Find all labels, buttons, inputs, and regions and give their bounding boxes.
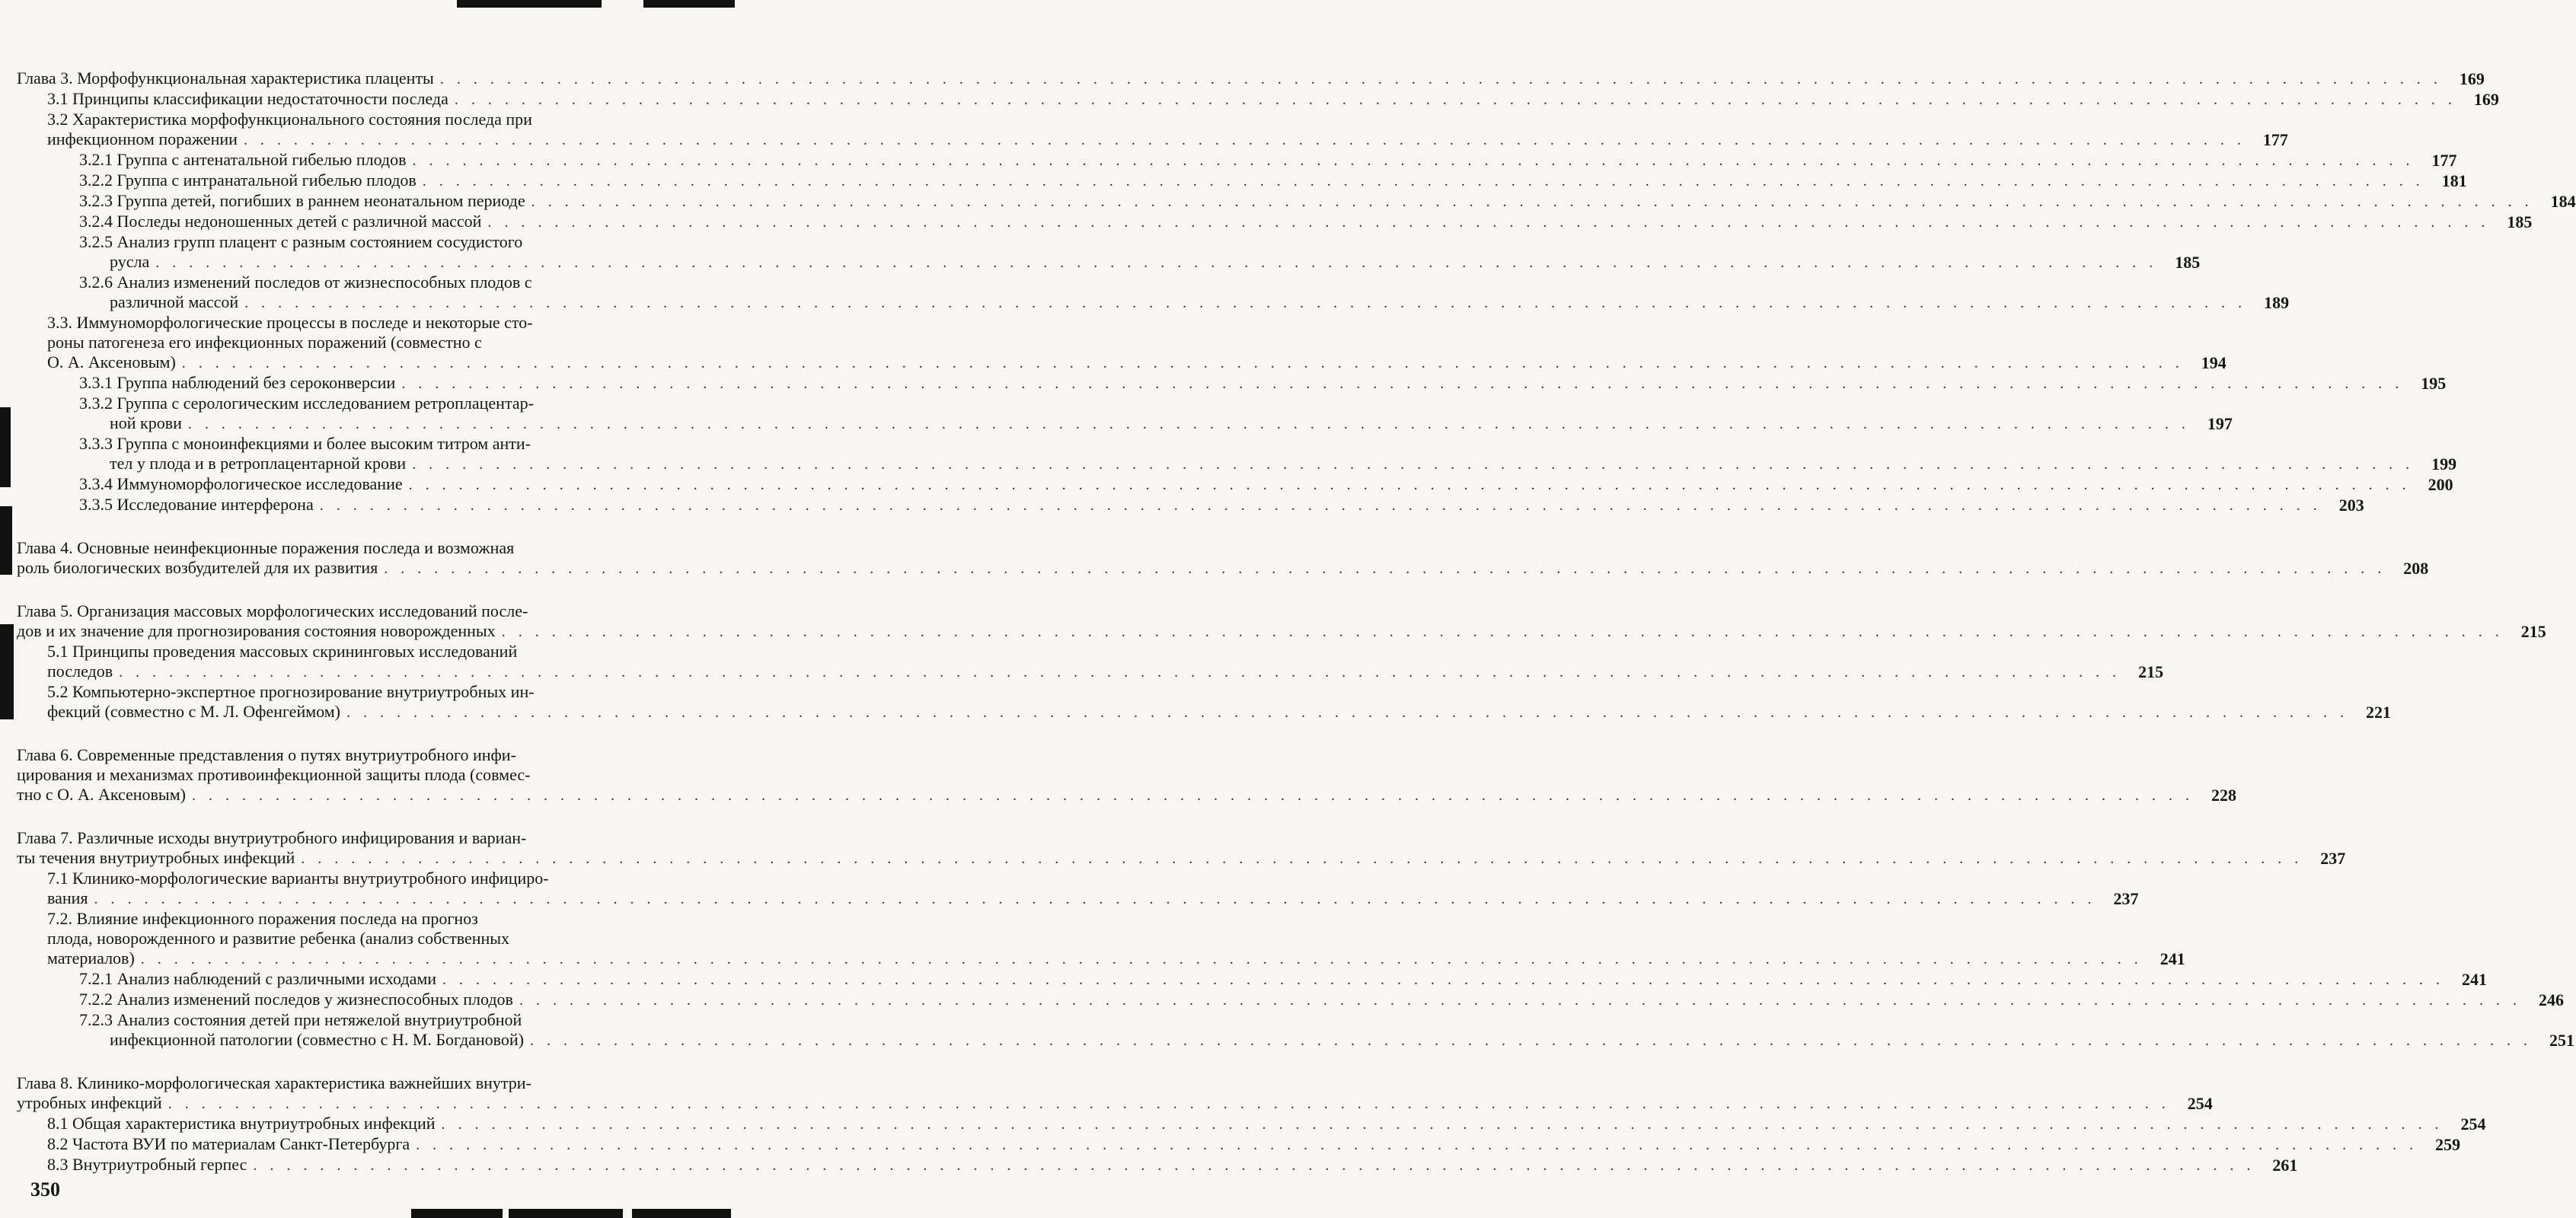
toc-entry-line: 8.2 Частота ВУИ по материалам Санкт-Петербурга bbox=[47, 1134, 410, 1153]
toc-entry bbox=[17, 538, 2429, 579]
toc-page-number: 189 bbox=[2264, 293, 2290, 312]
toc-entry bbox=[17, 909, 2185, 969]
toc-page-number: 254 bbox=[2187, 1094, 2213, 1113]
toc-entry-line: материалов) bbox=[47, 949, 135, 968]
toc-entry bbox=[17, 171, 2467, 191]
toc-entry-title bbox=[79, 273, 2246, 313]
toc-entry-line: 5.1 Принципы проведения массовых скрининговых исследований bbox=[47, 642, 518, 661]
toc-entry bbox=[17, 313, 2226, 373]
toc-page-number: 181 bbox=[2441, 171, 2467, 190]
toc-entry bbox=[17, 869, 2139, 909]
toc-entry bbox=[17, 212, 2533, 232]
toc-entry bbox=[17, 273, 2290, 313]
toc-page-number: 169 bbox=[2473, 90, 2499, 109]
toc-entry-line: дов и их значение для прогнозирования состояния новорожденных bbox=[17, 621, 496, 640]
dot-leader: . . . . . . . . . . . . . . . . . . . . . . . . . . . . . . . . . . . . . . . . . . . . . . . . . . . . . . . . . . . . . . . . . . . . . . . . . . . . . . . . . . . . . . . . . . . . . . . . . . . . . . . . . . . . . . . . . . . . . . . . bbox=[301, 850, 2303, 867]
toc-entry-line: 7.2.2 Анализ изменений последов у жизнеспособных плодов bbox=[79, 990, 513, 1009]
toc-page-number: 228 bbox=[2211, 786, 2236, 805]
toc-entry-title bbox=[17, 601, 2504, 642]
toc-entry-title bbox=[17, 69, 2442, 89]
toc-entry-line: инфекционной патологии (совместно с Н. М. Богдановой) bbox=[110, 1030, 525, 1049]
toc-entry bbox=[17, 150, 2457, 171]
toc-page-number: 169 bbox=[2459, 69, 2485, 88]
toc-page-number: 197 bbox=[2207, 414, 2233, 433]
toc-entry bbox=[17, 990, 2564, 1010]
dot-leader: . . . . . . . . . . . . . . . . . . . . . . . . . . . . . . . . . . . . . . . . . . . . . . . . . . . . . . . . . . . . . . . . . . . . . . . . . . . . . . . . . . . . . . . . . . . . . . . . . . . . . . . . . . . . . . . . . . . . . . . . bbox=[94, 891, 2096, 907]
toc-entry-line: 3.2.6 Анализ изменений последов от жизнеспособных плодов с bbox=[79, 273, 532, 292]
toc-entry-title bbox=[47, 682, 2348, 722]
toc-entry-line: 3.3.1 Группа наблюдений без сероконверсии bbox=[79, 373, 396, 392]
dot-leader: . . . . . . . . . . . . . . . . . . . . . . . . . . . . . . . . . . . . . . . . . . . . . . . . . . . . . . . . . . . . . . . . . . . . . . . . . . . . . . . . . . . . . . . . . . . . . . . . . . . . . . . . . . . . . . . . . . . . . . . . bbox=[155, 254, 2158, 271]
toc-entry-line: Глава 5. Организация массовых морфологических исследований после- bbox=[17, 601, 528, 620]
dot-leader: . . . . . . . . . . . . . . . . . . . . . . . . . . . . . . . . . . . . . . . . . . . . . . . . . . . . . . . . . . . . . . . . . . . . . . . . . . . . . . . . . . . . . . . . . . . . . . . . . . . . . . . . . . . . . . . . . . . . . . . . bbox=[412, 456, 2415, 473]
scan-edge-mark bbox=[0, 407, 11, 487]
dot-leader: . . . . . . . . . . . . . . . . . . . . . . . . . . . . . . . . . . . . . . . . . . . . . . . . . . . . . . . . . . . . . . . . . . . . . . . . . . . . . . . . . . . . . . . . . . . . . . . . . . . . . . . . . . . . . . . . . . . . . . . . bbox=[187, 416, 2190, 432]
toc-entry bbox=[17, 191, 2576, 212]
toc-entry-title bbox=[17, 538, 2386, 579]
page-number: 350 bbox=[30, 1178, 60, 1200]
scan-edge-mark bbox=[457, 0, 602, 8]
toc-entry bbox=[17, 1073, 2213, 1114]
dot-leader: . . . . . . . . . . . . . . . . . . . . . . . . . . . . . . . . . . . . . . . . . . . . . . . . . . . . . . . . . . . . . . . . . . . . . . . . . . . . . . . . . . . . . . . . . . . . . . . . . . . . . . . . . . . . . . . . . . . . . . . . bbox=[140, 951, 2143, 968]
toc-entry-line: Глава 4. Основные неинфекционные поражения последа и возможная bbox=[17, 538, 515, 557]
table-of-contents bbox=[17, 69, 2576, 1175]
toc-entry-line: цирования и механизмах противоинфекционной защиты плода (совмес- bbox=[17, 765, 531, 784]
toc-entry-line: 3.3.2 Группа с серологическим исследованием ретроплацентар- bbox=[79, 394, 534, 413]
toc-page-number: 259 bbox=[2435, 1135, 2461, 1154]
toc-entry-title bbox=[47, 909, 2143, 969]
dot-leader: . . . . . . . . . . . . . . . . . . . . . . . . . . . . . . . . . . . . . . . . . . . . . . . . . . . . . . . . . . . . . . . . . . . . . . . . . . . . . . . . . . . . . . . . . . . . . . . . . . . . . . . . . . . . . . . . . . . . . . . . bbox=[401, 375, 2404, 392]
toc-page-number: 177 bbox=[2262, 130, 2288, 149]
toc-entry-line: 3.3.4 Иммуноморфологическое исследование bbox=[79, 474, 403, 493]
toc-page-number: 195 bbox=[2421, 374, 2447, 393]
toc-entry-line: 7.2. Влияние инфекционного поражения последа на прогноз bbox=[47, 909, 478, 928]
toc-entry-line: Глава 3. Морфофункциональная характеристика плаценты bbox=[17, 69, 434, 88]
toc-entry-title bbox=[79, 373, 2403, 394]
toc-page-number: 177 bbox=[2431, 151, 2457, 170]
dot-leader: . . . . . . . . . . . . . . . . . . . . . . . . . . . . . . . . . . . . . . . . . . . . . . . . . . . . . . . . . . . . . . . . . . . . . . . . . . . . . . . . . . . . . . . . . . . . . . . . . . . . . . . . . . . . . . . . . . . . . . . . bbox=[346, 704, 2348, 721]
toc-entry bbox=[17, 828, 2346, 869]
dot-leader: . . . . . . . . . . . . . . . . . . . . . . . . . . . . . . . . . . . . . . . . . . . . . . . . . . . . . . . . . . . . . . . . . . . . . . . . . . . . . . . . . . . . . . . . . . . . . . . . . . . . . . . . . . . . . . . . . . . . . . . . bbox=[191, 787, 2194, 804]
toc-entry-line: О. А. Аксеновым) bbox=[47, 352, 176, 371]
toc-page-number: 208 bbox=[2403, 559, 2429, 578]
dot-leader: . . . . . . . . . . . . . . . . . . . . . . . . . . . . . . . . . . . . . . . . . . . . . . . . . . . . . . . . . . . . . . . . . . . . . . . . . . . . . . . . . . . . . . . . . . . . . . . . . . . . . . . . . . . . . . . . . . . . . . . . bbox=[253, 1157, 2255, 1174]
toc-entry-line: роль биологических возбудителей для их развития bbox=[17, 558, 378, 577]
dot-leader: . . . . . . . . . . . . . . . . . . . . . . . . . . . . . . . . . . . . . . . . . . . . . . . . . . . . . . . . . . . . . . . . . . . . . . . . . . . . . . . . . . . . . . . . . . . . . . . . . . . . . . . . . . . . . . . . . . . . . . . . bbox=[168, 1095, 2170, 1112]
toc-page-number: 215 bbox=[2138, 662, 2164, 681]
toc-entry-title bbox=[17, 1073, 2170, 1114]
toc-entry-line: 3.2.2 Группа с интранатальной гибелью плодов bbox=[79, 171, 417, 190]
dot-leader: . . . . . . . . . . . . . . . . . . . . . . . . . . . . . . . . . . . . . . . . . . . . . . . . . . . . . . . . . . . . . . . . . . . . . . . . . . . . . . . . . . . . . . . . . . . . . . . . . . . . . . . . . . . . . . . . . . . . . . . . bbox=[530, 1032, 2533, 1049]
toc-entry-title bbox=[79, 495, 2322, 515]
toc-entry-line: 7.1 Клинико-морфологические варианты внутриутробного инфициро- bbox=[47, 869, 549, 888]
toc-entry-title bbox=[79, 150, 2415, 171]
toc-entry-title bbox=[79, 1010, 2532, 1051]
toc-page-number: 203 bbox=[2338, 496, 2364, 515]
toc-page-number: 237 bbox=[2113, 889, 2139, 908]
toc-entry bbox=[17, 682, 2391, 722]
toc-entry-line: 3.2 Характеристика морфофункционального состояния последа при bbox=[47, 110, 532, 129]
toc-entry-line: 3.2.4 Последы недоношенных детей с различной массой bbox=[79, 212, 482, 231]
toc-entry-line: 3.3.3 Группа с моноинфекциями и более высоким титром анти- bbox=[79, 434, 531, 453]
toc-entry-title bbox=[79, 990, 2521, 1010]
toc-entry bbox=[17, 110, 2288, 150]
toc-entry-title bbox=[79, 171, 2424, 191]
toc-page-number: 246 bbox=[2538, 990, 2564, 1009]
toc-entry bbox=[17, 642, 2164, 682]
toc-entry-line: 3.2.3 Группа детей, погибших в раннем неонатальном периоде bbox=[79, 191, 525, 210]
toc-page-number: 261 bbox=[2272, 1156, 2298, 1175]
toc-page-number: 254 bbox=[2460, 1114, 2486, 1134]
dot-leader: . . . . . . . . . . . . . . . . . . . . . . . . . . . . . . . . . . . . . . . . . . . . . . . . . . . . . . . . . . . . . . . . . . . . . . . . . . . . . . . . . . . . . . . . . . . . . . . . . . . . . . . . . . . . . . . . . . . . . . . . bbox=[519, 992, 2521, 1009]
toc-entry-title bbox=[47, 1114, 2444, 1134]
toc-entry-line: ты течения внутриутробных инфекций bbox=[17, 848, 295, 867]
toc-page-number: 194 bbox=[2201, 353, 2226, 372]
dot-leader: . . . . . . . . . . . . . . . . . . . . . . . . . . . . . . . . . . . . . . . . . . . . . . . . . . . . . . . . . . . . . . . . . . . . . . . . . . . . . . . . . . . . . . . . . . . . . . . . . . . . . . . . . . . . . . . . . . . . . . . . bbox=[442, 971, 2445, 988]
toc-page-number: 221 bbox=[2365, 703, 2391, 722]
scan-edge-mark bbox=[509, 1209, 623, 1218]
toc-entry-line: 3.3. Иммуноморфологические процессы в последе и некоторые сто- bbox=[47, 313, 533, 332]
toc-entry bbox=[17, 394, 2233, 434]
dot-leader: . . . . . . . . . . . . . . . . . . . . . . . . . . . . . . . . . . . . . . . . . . . . . . . . . . . . . . . . . . . . . . . . . . . . . . . . . . . . . . . . . . . . . . . . . . . . . . . . . . . . . . . . . . . . . . . . . . . . . . . . bbox=[439, 71, 2442, 88]
toc-entry bbox=[17, 495, 2364, 515]
scan-edge-mark bbox=[632, 1209, 731, 1218]
toc-entry-line: 8.3 Внутриутробный герпес bbox=[47, 1155, 247, 1174]
toc-page-number: 200 bbox=[2428, 475, 2453, 494]
toc-entry-line: Глава 8. Клинико-морфологическая характеристика важнейших внутри- bbox=[17, 1073, 531, 1092]
toc-page-number: 237 bbox=[2320, 849, 2346, 868]
toc-entry-line: тно с О. А. Аксеновым) bbox=[17, 785, 186, 804]
toc-entry-line: русла bbox=[110, 252, 150, 271]
toc-page-number: 185 bbox=[2507, 212, 2533, 231]
toc-entry bbox=[17, 474, 2453, 495]
dot-leader: . . . . . . . . . . . . . . . . . . . . . . . . . . . . . . . . . . . . . . . . . . . . . . . . . . . . . . . . . . . . . . . . . . . . . . . . . . . . . . . . . . . . . . . . . . . . . . . . . . . . . . . . . . . . . . . . . . . . . . . . bbox=[119, 664, 2121, 681]
toc-page-number: 215 bbox=[2520, 622, 2546, 641]
toc-entry-line: 3.2.1 Группа с антенатальной гибелью плодов bbox=[79, 150, 407, 169]
toc-entry-title bbox=[47, 869, 2096, 909]
dot-leader: . . . . . . . . . . . . . . . . . . . . . . . . . . . . . . . . . . . . . . . . . . . . . . . . . . . . . . . . . . . . . . . . . . . . . . . . . . . . . . . . . . . . . . . . . . . . . . . . . . . . . . . . . . . . . . . . . . . . . . . . bbox=[244, 295, 2247, 311]
scan-edge-mark bbox=[0, 506, 12, 575]
toc-entry-title bbox=[79, 969, 2444, 990]
toc-entry-title bbox=[79, 394, 2190, 434]
toc-entry-line: 7.2.3 Анализ состояния детей при нетяжелой внутриутробной bbox=[79, 1010, 522, 1029]
toc-entry-line: 3.1 Принципы классификации недостаточности последа bbox=[47, 89, 448, 108]
toc-entry bbox=[17, 1134, 2461, 1155]
toc-entry-line: 5.2 Компьютерно-экспертное прогнозирование внутриутробных ин- bbox=[47, 682, 535, 701]
scan-edge-mark bbox=[0, 624, 14, 719]
toc-entry-title bbox=[47, 1155, 2255, 1175]
toc-entry-title bbox=[79, 232, 2157, 273]
scan-edge-mark bbox=[643, 0, 735, 8]
dot-leader: . . . . . . . . . . . . . . . . . . . . . . . . . . . . . . . . . . . . . . . . . . . . . . . . . . . . . . . . . . . . . . . . . . . . . . . . . . . . . . . . . . . . . . . . . . . . . . . . . . . . . . . . . . . . . . . . . . . . . . . . bbox=[243, 132, 2246, 148]
toc-entry-line: 3.3.5 Исследование интерферона bbox=[79, 495, 314, 514]
toc-entry-title bbox=[47, 642, 2121, 682]
toc-entry-line: инфекционном поражении bbox=[47, 129, 238, 148]
toc-entry-title bbox=[47, 110, 2246, 150]
toc-entry-line: вания bbox=[47, 888, 88, 907]
toc-entry bbox=[17, 69, 2485, 89]
dot-leader: . . . . . . . . . . . . . . . . . . . . . . . . . . . . . . . . . . . . . . . . . . . . . . . . . . . . . . . . . . . . . . . . . . . . . . . . . . . . . . . . . . . . . . . . . . . . . . . . . . . . . . . . . . . . . . . . . . . . . . . . bbox=[319, 497, 2322, 514]
toc-entry-line: Глава 7. Различные исходы внутриутробного инфицирования и вариан- bbox=[17, 828, 527, 847]
toc-entry-title bbox=[47, 89, 2456, 110]
toc-entry bbox=[17, 434, 2457, 474]
toc-entry-title bbox=[79, 212, 2489, 232]
toc-entry-line: последов bbox=[47, 662, 113, 681]
toc-entry-title bbox=[47, 313, 2184, 373]
dot-leader: . . . . . . . . . . . . . . . . . . . . . . . . . . . . . . . . . . . . . . . . . . . . . . . . . . . . . . . . . . . . . . . . . . . . . . . . . . . . . . . . . . . . . . . . . . . . . . . . . . . . . . . . . . . . . . . . . . . . . . . . bbox=[416, 1137, 2418, 1153]
dot-leader: . . . . . . . . . . . . . . . . . . . . . . . . . . . . . . . . . . . . . . . . . . . . . . . . . . . . . . . . . . . . . . . . . . . . . . . . . . . . . . . . . . . . . . . . . . . . . . . . . . . . . . . . . . . . . . . . . . . . . . . . bbox=[412, 152, 2415, 169]
toc-entry bbox=[17, 1010, 2575, 1051]
dot-leader: . . . . . . . . . . . . . . . . . . . . . . . . . . . . . . . . . . . . . . . . . . . . . . . . . . . . . . . . . . . . . . . . . . . . . . . . . . . . . . . . . . . . . . . . . . . . . . . . . . . . . . . . . . . . . . . . . . . . . . . . bbox=[487, 214, 2490, 231]
toc-page-number: 241 bbox=[2462, 970, 2488, 989]
toc-entry-line: ной крови bbox=[110, 413, 182, 432]
toc-entry-title bbox=[79, 474, 2411, 495]
dot-leader: . . . . . . . . . . . . . . . . . . . . . . . . . . . . . . . . . . . . . . . . . . . . . . . . . . . . . . . . . . . . . . . . . . . . . . . . . . . . . . . . . . . . . . . . . . . . . . . . . . . . . . . . . . . . . . . . . . . . . . . . bbox=[454, 91, 2456, 108]
dot-leader: . . . . . . . . . . . . . . . . . . . . . . . . . . . . . . . . . . . . . . . . . . . . . . . . . . . . . . . . . . . . . . . . . . . . . . . . . . . . . . . . . . . . . . . . . . . . . . . . . . . . . . . . . . . . . . . . . . . . . . . . bbox=[422, 173, 2424, 190]
toc-page-number: 251 bbox=[2549, 1031, 2575, 1050]
dot-leader: . . . . . . . . . . . . . . . . . . . . . . . . . . . . . . . . . . . . . . . . . . . . . . . . . . . . . . . . . . . . . . . . . . . . . . . . . . . . . . . . . . . . . . . . . . . . . . . . . . . . . . . . . . . . . . . . . . . . . . . . bbox=[501, 623, 2504, 640]
toc-page-number: 199 bbox=[2431, 454, 2457, 473]
toc-entry bbox=[17, 373, 2447, 394]
toc-entry bbox=[17, 1155, 2298, 1175]
toc-entry-line: Глава 6. Современные представления о путях внутриутробного инфи- bbox=[17, 745, 516, 764]
toc-entry-title bbox=[17, 745, 2194, 805]
toc-entry-line: плода, новорожденного и развитие ребенка (анализ собственных bbox=[47, 929, 510, 948]
toc-entry bbox=[17, 745, 2236, 805]
dot-leader: . . . . . . . . . . . . . . . . . . . . . . . . . . . . . . . . . . . . . . . . . . . . . . . . . . . . . . . . . . . . . . . . . . . . . . . . . . . . . . . . . . . . . . . . . . . . . . . . . . . . . . . . . . . . . . . . . . . . . . . . bbox=[181, 355, 2184, 371]
scan-edge-mark bbox=[411, 1209, 503, 1218]
toc-entry-line: 3.2.5 Анализ групп плацент с разным состоянием сосудистого bbox=[79, 232, 523, 251]
toc-page-number: 184 bbox=[2550, 192, 2576, 211]
dot-leader: . . . . . . . . . . . . . . . . . . . . . . . . . . . . . . . . . . . . . . . . . . . . . . . . . . . . . . . . . . . . . . . . . . . . . . . . . . . . . . . . . . . . . . . . . . . . . . . . . . . . . . . . . . . . . . . . . . . . . . . . bbox=[531, 193, 2533, 210]
toc-entry-line: роны патогенеза его инфекционных поражений (совместно с bbox=[47, 333, 482, 352]
toc-entry-line: фекций (совместно с М. Л. Офенгеймом) bbox=[47, 702, 340, 721]
toc-entry-line: 7.2.1 Анализ наблюдений с различными исходами bbox=[79, 969, 437, 988]
toc-entry-line: 8.1 Общая характеристика внутриутробных инфекций bbox=[47, 1114, 436, 1133]
toc-entry-title bbox=[17, 828, 2303, 869]
toc-entry-title bbox=[47, 1134, 2418, 1155]
toc-entry-line: утробных инфекций bbox=[17, 1093, 162, 1112]
toc-page-number: 185 bbox=[2175, 253, 2201, 272]
dot-leader: . . . . . . . . . . . . . . . . . . . . . . . . . . . . . . . . . . . . . . . . . . . . . . . . . . . . . . . . . . . . . . . . . . . . . . . . . . . . . . . . . . . . . . . . . . . . . . . . . . . . . . . . . . . . . . . . . . . . . . . . bbox=[441, 1116, 2444, 1133]
toc-entry-line: различной массой bbox=[110, 292, 239, 311]
toc-entry-title bbox=[79, 191, 2533, 212]
toc-entry bbox=[17, 89, 2499, 110]
toc-entry-line: тел у плода и в ретроплацентарной крови bbox=[110, 454, 407, 473]
dot-leader: . . . . . . . . . . . . . . . . . . . . . . . . . . . . . . . . . . . . . . . . . . . . . . . . . . . . . . . . . . . . . . . . . . . . . . . . . . . . . . . . . . . . . . . . . . . . . . . . . . . . . . . . . . . . . . . . . . . . . . . . bbox=[408, 477, 2411, 493]
toc-entry bbox=[17, 232, 2201, 273]
toc-entry-title bbox=[79, 434, 2414, 474]
toc-page-number: 241 bbox=[2159, 949, 2185, 968]
dot-leader: . . . . . . . . . . . . . . . . . . . . . . . . . . . . . . . . . . . . . . . . . . . . . . . . . . . . . . . . . . . . . . . . . . . . . . . . . . . . . . . . . . . . . . . . . . . . . . . . . . . . . . . . . . . . . . . . . . . . . . . . bbox=[384, 560, 2386, 577]
toc-entry bbox=[17, 601, 2546, 642]
toc-entry bbox=[17, 969, 2488, 990]
toc-entry bbox=[17, 1114, 2486, 1134]
